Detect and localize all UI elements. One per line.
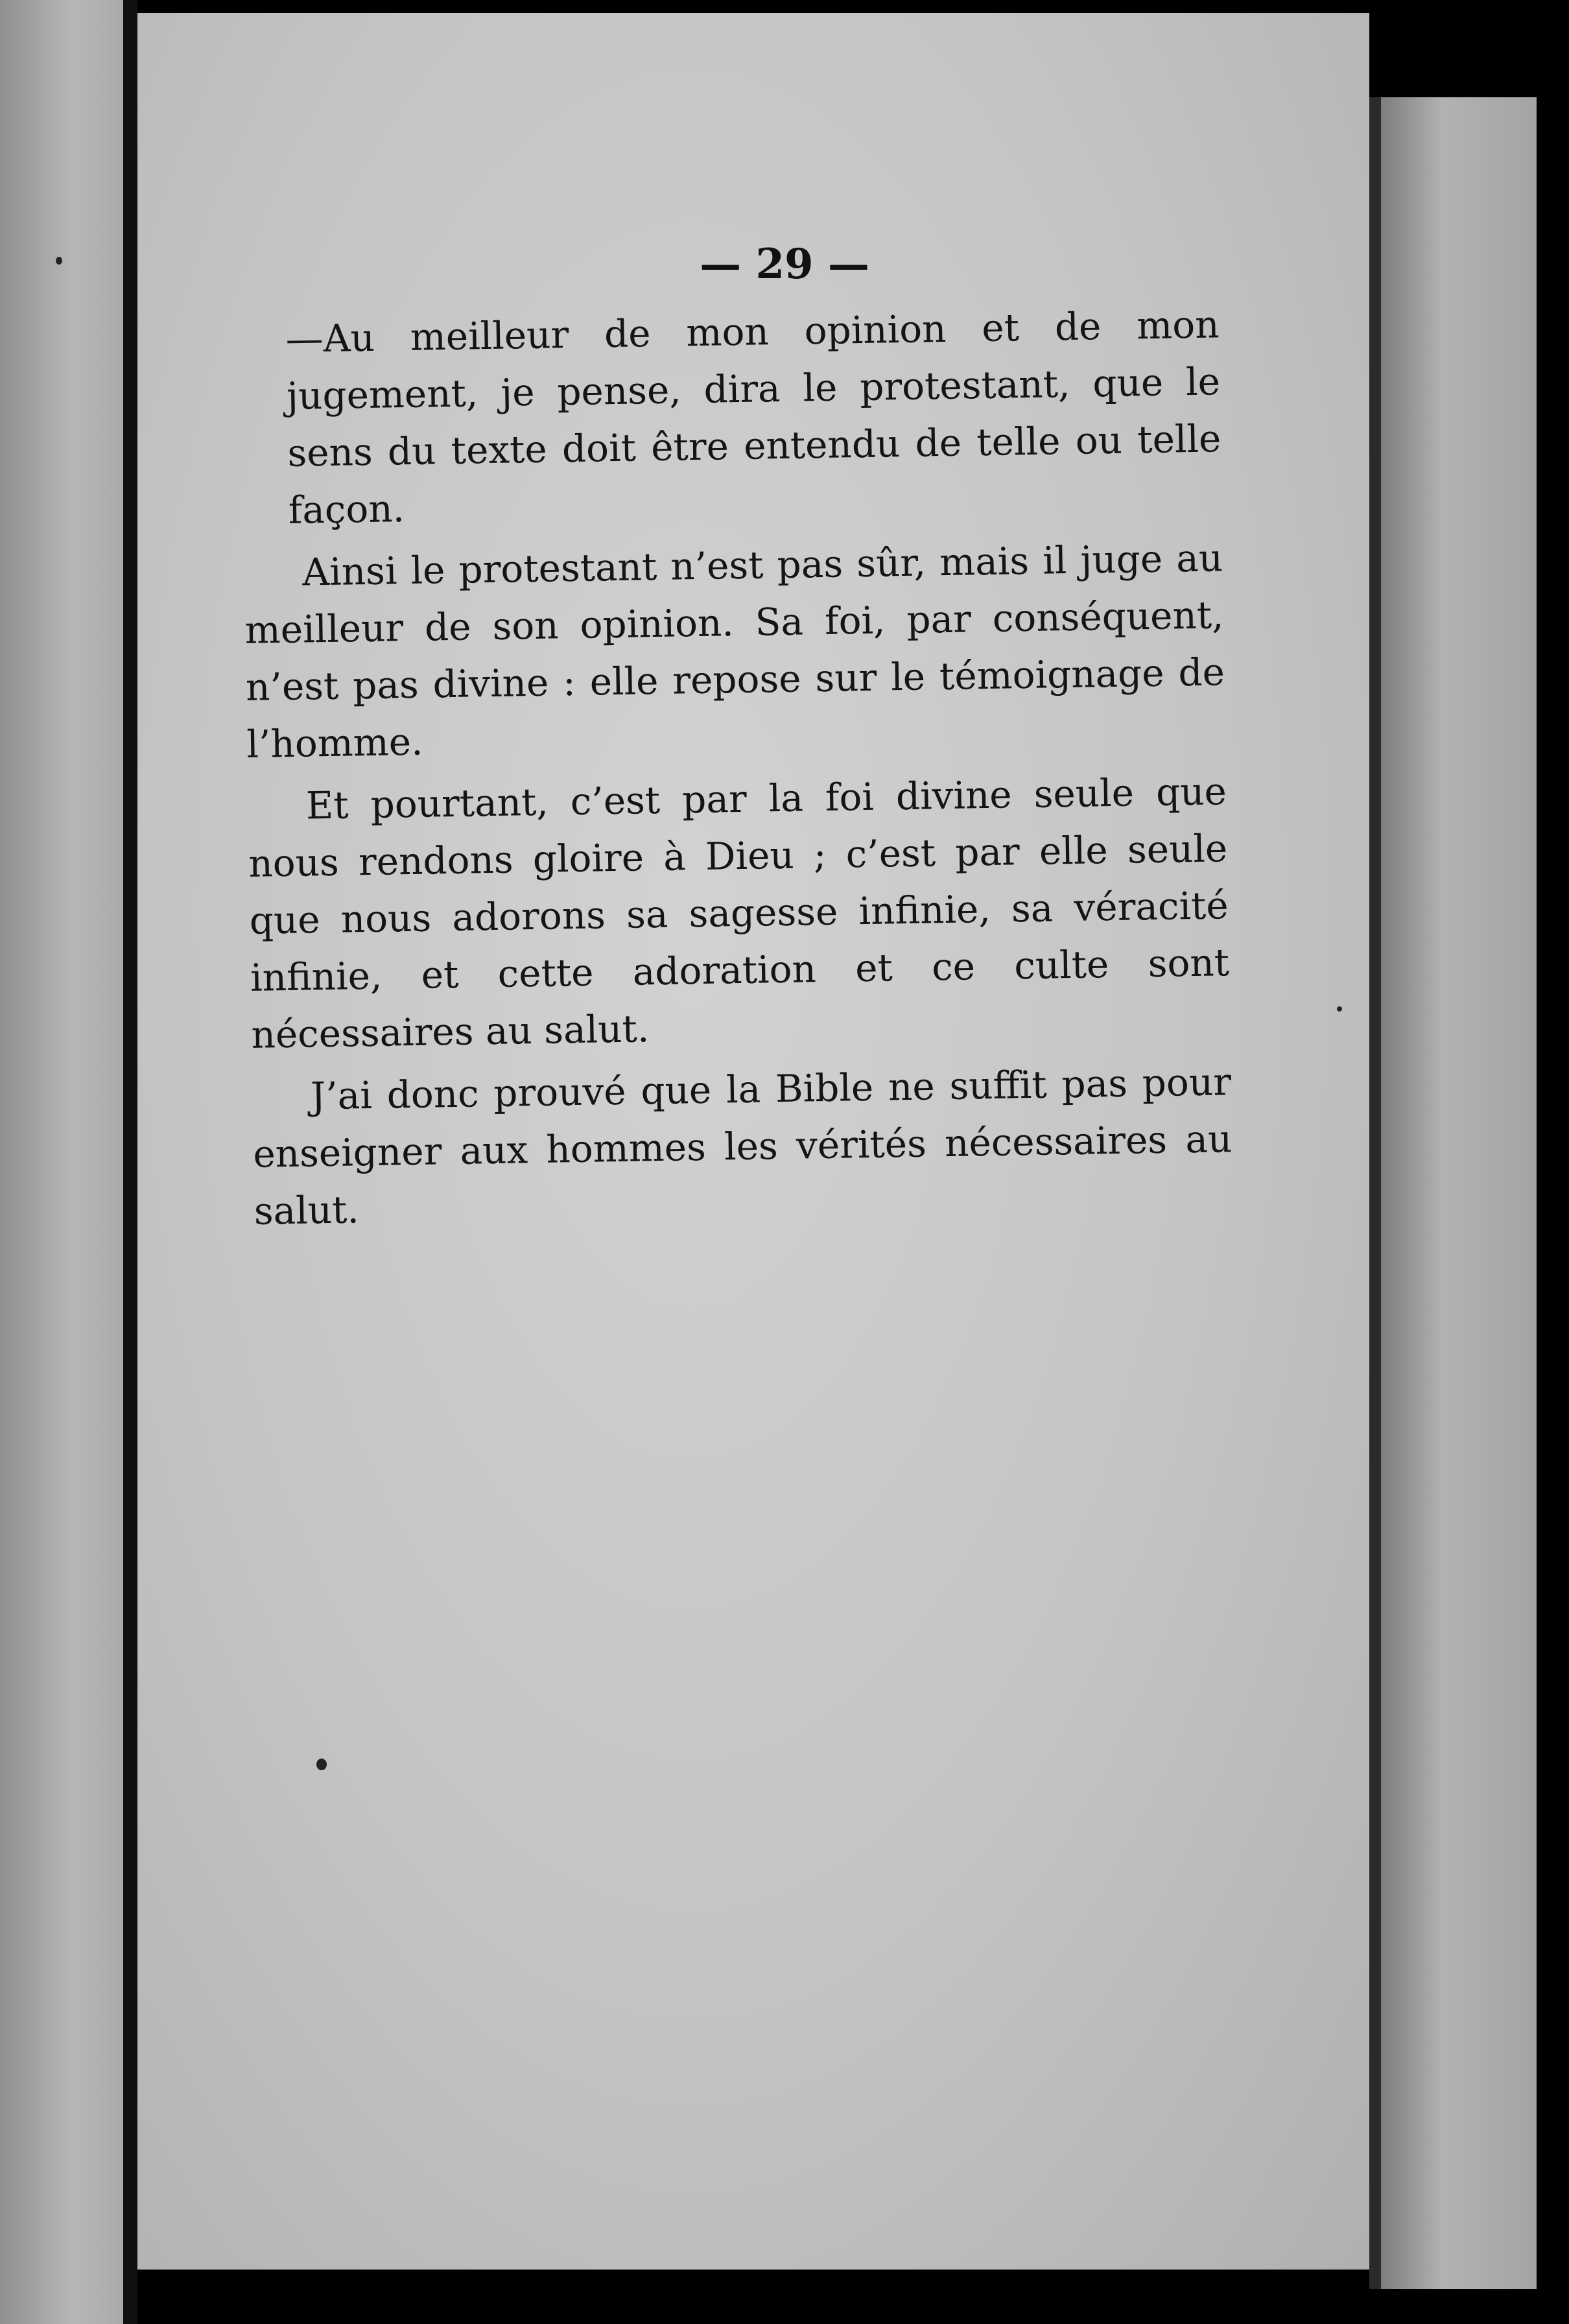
page-number: — 29 — xyxy=(700,240,869,289)
ink-speck xyxy=(1337,1006,1342,1012)
right-page-edge xyxy=(1369,97,1537,2289)
paragraph-2: Ainsi le protestant n’est pas sûr, mais il juge au meilleur de son opinion. Sa foi, par conséquent, n’est pas divine : elle repose sur le témoignage de l’homme. xyxy=(244,536,1225,766)
book-gutter xyxy=(123,0,137,2324)
body-text xyxy=(240,296,1233,1245)
paragraph-1: —Au meilleur de mon opinion et de mon jugement, je pense, dira le protestant, que le sens du texte doit être entendu de telle ou telle façon. xyxy=(285,302,1221,532)
left-page-edge xyxy=(0,0,123,2324)
paragraph-3: Et pourtant, c’est par la foi divine seule que nous rendons gloire à Dieu ; c’est par elle seule que nous adorons sa sagesse infinie, sa véracité infinie, et cette adoration et ce culte sont nécessaires au salut. xyxy=(248,769,1230,1057)
paragraph-4: J’ai donc prouvé que la Bible ne suffit pas pour enseigner aux hommes les vérités nécessaires au salut. xyxy=(252,1060,1233,1233)
ink-speck xyxy=(316,1759,327,1770)
